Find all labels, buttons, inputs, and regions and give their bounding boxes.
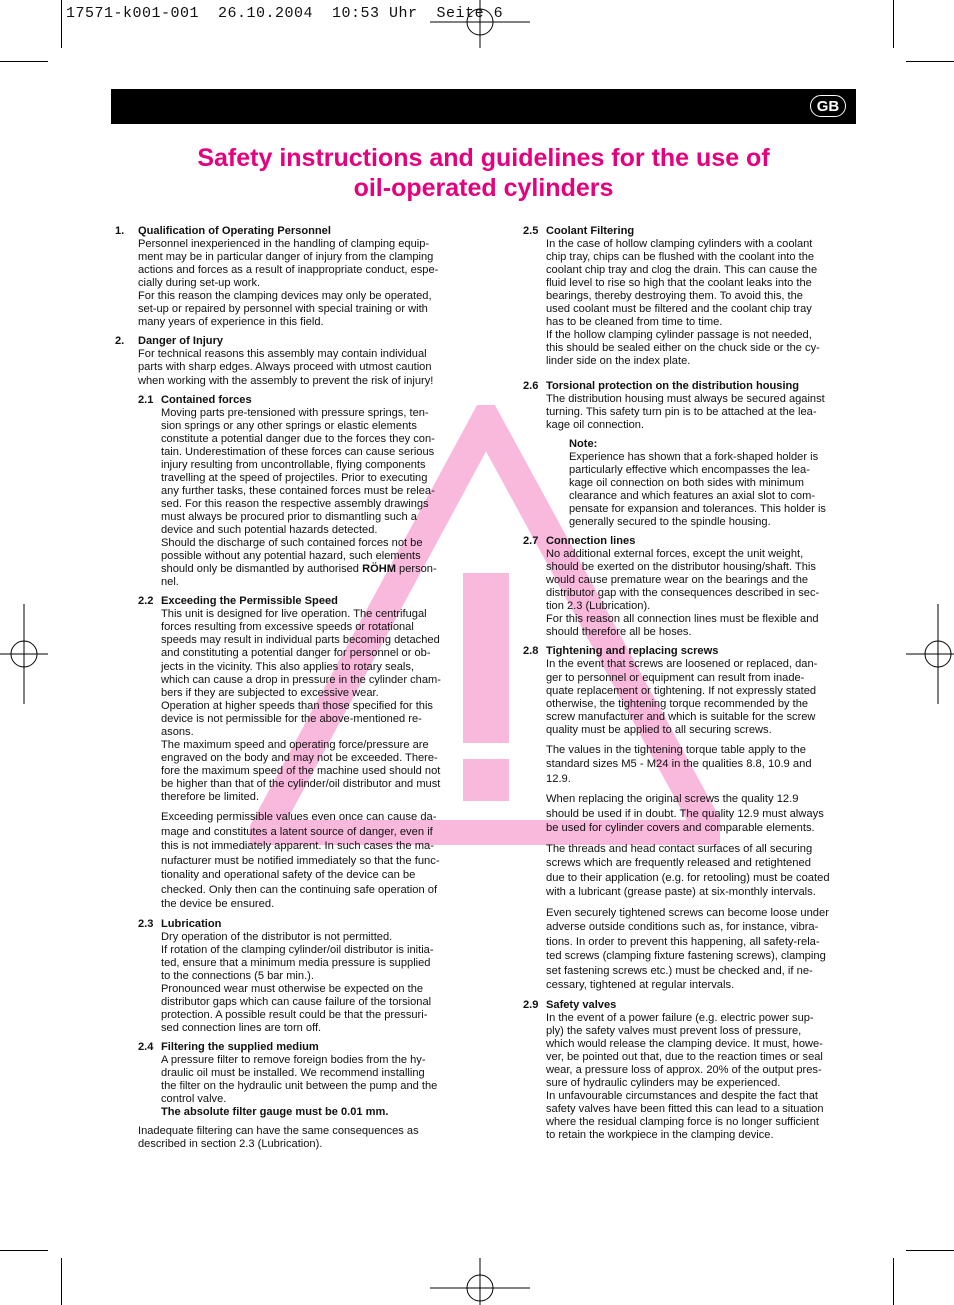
text-line: clearance and which features an axial slot to com-	[569, 489, 816, 502]
text-line: sed. For this reason the respective assembly drawings	[161, 497, 429, 510]
text-line: In the event that screws are loosened or replaced, dan-	[546, 658, 818, 671]
text-line: actions and forces as a result of inappropriate conduct, espe-	[138, 264, 439, 277]
text-line: wear, a pressure loss of approx. 20% of the output pres-	[546, 1063, 822, 1076]
text-line: If the hollow clamping cylinder passage is not needed,	[546, 329, 812, 342]
text-line: sure of hydraulic cylinders may be experienced.	[546, 1077, 781, 1090]
text-line: adverse outside conditions such as, for instance, vibra-	[546, 921, 819, 934]
text-line: speeds may result in individual parts becoming detached	[161, 634, 440, 647]
text-line: used coolant must be filtered and the coolant chip tray	[546, 303, 812, 316]
text-line: parts with sharp edges. Always proceed with utmost caution	[138, 361, 432, 374]
text-line: If rotation of the clamping cylinder/oil distributor is initia-	[161, 943, 434, 956]
text-line: ver, be pointed out that, due to the reaction times or seal	[546, 1050, 823, 1063]
paragraph	[546, 743, 861, 787]
language-badge: GB	[810, 95, 846, 117]
text-line: cessary, tightened at regular intervals.	[546, 979, 735, 992]
text-line: tain. Underestimation of these forces can cause serious	[161, 445, 435, 458]
note-label: Note:	[569, 437, 598, 450]
section-2-1-heading: Contained forces	[161, 393, 252, 406]
text-line: many years of experience in this field.	[138, 316, 324, 329]
text-line: The threads and head contact surfaces of all securing	[546, 842, 813, 855]
text-line: A pressure filter to remove foreign bodies from the hy-	[161, 1053, 426, 1066]
text-line: bers if they are subjected to excessive wear.	[161, 686, 379, 699]
paragraph	[546, 548, 861, 639]
text-line: quality must be applied to all securing screws.	[546, 723, 772, 736]
registration-mark-top	[430, 0, 530, 48]
text-line: be higher than that of the cylinder/oil distributor and must	[161, 777, 441, 790]
section-2-6-heading: Torsional protection on the distribution housing	[546, 379, 800, 392]
text-line: This unit is designed for live operation. The centrifugal	[161, 608, 427, 621]
text-line: ger to personnel or equipment can result from inade-	[546, 671, 805, 684]
text-line: turning. This safety turn pin is to be attached at the lea-	[546, 405, 817, 418]
text-line: The maximum speed and operating force/pressure are	[161, 738, 429, 751]
text-line: kage oil connection on both sides with minimum	[569, 476, 804, 489]
note-box	[546, 438, 861, 529]
text-line: control valve.	[161, 1093, 227, 1106]
text-line: should therefore all be hoses.	[546, 626, 692, 639]
text-line: No additional external forces, except the unit weight,	[546, 548, 804, 561]
text-line: Dry operation of the distributor is not permitted.	[161, 930, 393, 943]
section-2-5: 2.5 Coolant Filtering In the case of hollow clamping cylinders with a coolant chip tray, chips can be flushed with the coolant into the coolant chip tray and clog the drain. This can cause the fluid level to rise so high that the coolant leaks into the bearings, thereby destroying them. To avoid this, the used coolant must be filtered and the coolant chip tray has to be cleaned from time to time. If the hollow clamping cylinder passage is not needed, this should be sealed either on the chuck side or the cy- linder side on the index plate.	[523, 225, 861, 369]
text-line: mage and constitutes a latent source of danger, even if	[161, 825, 433, 838]
registration-mark-bottom	[430, 1258, 530, 1305]
text-line: asons.	[161, 725, 194, 738]
text-line: In the event of a power failure (e.g. electric power sup-	[546, 1011, 814, 1024]
text-line: set fastening screws etc.) must be checked and, if ne-	[546, 964, 813, 977]
text-line: where the residual clamping force is no longer sufficient	[546, 1116, 819, 1129]
section-2-1: 2.1 Contained forces Moving parts pre-tensioned with pressure springs, ten- sion springs or any other springs or elastic elements constitute a potential danger due to the forces they con- tain. Underestimation of these forces can cause serious injury resulting from uncontrollable, flying components travelling at the speed of projectiles. Prior to executing any further tasks, these contained forces must be relea- sed. For this reason the respective assembly drawings must always be procured prior to dismantling such a device and such potential hazards detected. Should the discharge of such contained forces not be possible without any potential hazard, such elements should only be dismantled by authorised RÖHM person- nel.	[138, 394, 475, 590]
text-line: constitute a potential danger due to the forces they con-	[161, 432, 435, 445]
section-2-9-heading: Safety valves	[546, 998, 617, 1011]
text-line: Should the discharge of such contained forces not be	[161, 537, 423, 550]
text-line: which would release the clamping device. It must, howe-	[546, 1037, 823, 1050]
text-line: described in section 2.3 (Lubrication).	[138, 1138, 323, 1151]
section-2-3: 2.3 Lubrication Dry operation of the distributor is not permitted. If rotation of the clamping cylinder/oil distributor is initia- ted, ensure that a minimum media pressure is supplied to the connections (5 bar min.). Pronounced wear must otherwise be expected on the distributor gaps which can cause failure of the torsional protection. A possible result could be that the pressuri- sed connection lines are torn off.	[138, 918, 475, 1035]
text-line: safety valves have been fitted this can lead to a situation	[546, 1103, 824, 1116]
text-line: For technical reasons this assembly may contain individual	[138, 348, 427, 361]
text-line: In the case of hollow clamping cylinders with a coolant	[546, 238, 813, 251]
section-2-4-heading: Filtering the supplied medium	[161, 1040, 319, 1053]
text-line: ted, ensure that a minimum media pressure is supplied	[161, 956, 431, 969]
paragraph	[546, 842, 861, 900]
text-line: any further tasks, these contained forces must be relea-	[161, 484, 435, 497]
text-line: kage oil connection.	[546, 418, 645, 431]
text-line: quate replacement or tightening. If not expressly stated	[546, 684, 817, 697]
section-2-heading: Danger of Injury	[138, 335, 224, 348]
text-line: this is not immediately apparent. In such cases the ma-	[161, 840, 434, 853]
text-line: cially during set-up work.	[138, 277, 261, 290]
text-line: For this reason the clamping devices may only be operated,	[138, 290, 432, 303]
text-line: tion 2.3 (Lubrication).	[546, 600, 651, 613]
text-line: checked. Only then can the continuing safe operation of	[161, 883, 438, 896]
text-line: tionality and operational safety of the device can be	[161, 869, 416, 882]
text-line: with a lubricant (grease paste) at six-monthly intervals.	[546, 886, 816, 899]
text-line: The values in the tightening torque table apply to the	[546, 743, 806, 756]
text-line: when working with the assembly to prevent the risk of injury!	[138, 374, 434, 387]
paragraph	[569, 451, 861, 529]
text-line: ted screws (clamping fixture fastening screws), clamping	[546, 950, 826, 963]
text-line: this should be sealed either on the chuck side or the cy-	[546, 342, 820, 355]
text-line: therefore be limited.	[161, 790, 260, 803]
paragraph	[161, 810, 475, 912]
paragraph	[546, 238, 861, 368]
text-line: sion springs or any other springs or elastic elements	[161, 419, 417, 432]
text-line: Inadequate filtering can have the same consequences as	[138, 1125, 419, 1138]
text-line: 12.9.	[546, 772, 571, 785]
section-2-4: 2.4 Filtering the supplied medium A pressure filter to remove foreign bodies from the hy- draulic oil must be installed. We recommend installing the filter on the hydraulic unit between the pump and the control valve. The absolute filter gauge must be 0.01 mm.	[138, 1041, 475, 1119]
paragraph	[138, 238, 475, 329]
paragraph	[161, 1054, 475, 1106]
text-line: jects in the vicinity. This also applies to rotary seals,	[161, 660, 415, 673]
text-line: For this reason all connection lines must be flexible and	[546, 613, 819, 626]
text-line: ment may be in particular danger of injury from the clamping	[138, 251, 434, 264]
brand-name: RÖHM	[362, 563, 396, 576]
section-2-9: 2.9 Safety valves In the event of a power failure (e.g. electric power sup- ply) the safety valves must prevent loss of pressure, which would release the clamping device. It must, howe- ver, be pointed out that, due to the reaction times or seal wear, a pressure loss of approx. 20% of the output pres- sure of hydraulic cylinders may be experienced. In unfavourable circumstances and despite the fact that safety valves have been fitted this can lead to a situation where the residual clamping force is no longer sufficient to retain the workpiece in the clamping device.	[523, 999, 861, 1143]
paragraph	[546, 906, 861, 993]
text-line: The distribution housing must always be secured against	[546, 392, 825, 405]
text-line: distributor gaps which can cause failure of the torsional	[161, 995, 432, 1008]
paragraph	[138, 348, 475, 387]
section-2: 2. Danger of Injury For technical reasons this assembly may contain individual parts with sharp edges. Always proceed with utmost caution when working with the assembly to prevent the risk of injury! 2.1 Contained forces Moving parts pre-tensioned with pressure springs, ten- sion springs or any other springs or elastic elements constitute a potential danger due to the forces they con- tain. Underestimation of these forces can cause serious injury resulting from uncontrollable, flying components travelling at the speed of projectiles. Prior to executing any further tasks, these contained forces must be relea- sed. For this reason the respective assembly drawings must always be procured prior to dismantling such a device and such potential hazards detected. Should the discharge of such contained forces not be possible without any potential hazard, such elements should only be dismantled by authorised RÖHM person- nel. 2.2 Exceeding the Permissible Speed This unit is designed for live operation. The centrifugal forces resulting from excessive speeds or rotational speeds may result in individual parts becoming detached and constituting a potential danger for personnel or ob- jects in the vicinity. This also applies to rotary seals, which can cause a drop in pressure in the cylinder cham- bers if they are subjected to excessive wear. Operation at higher speeds than those specified for this device is not permissible for the above-mentioned re- asons. The maximum speed and operating force/pressure are engraved on the body and may not be exceeded. There- fore the maximum speed of the machine used should not be higher than that of the cylinder/oil distributor and must therefore be limited. Exceeding permissible values even once can cause da- mage and constitutes a latent source of danger, even if this is not immediately apparent. In such cases the ma- nufacturer must be notified immediately so that the func- tionality and operational safety of the device can be checked. Only then can the continuing safe operation of the device be ensured. 2.3 Lubrication Dry operation of the distributor is not permitted. If rotation of the clamping cylinder/oil distributor is initia- ted, ensure that a minimum media pressure is supplied to the connections (5 bar min.). Pronounced wear must otherwise be expected on the distributor gaps which can cause failure of the torsional protection. A possible result could be that the pressuri- sed connection lines are torn off. 2.4 Filtering the supplied medium A pressure filter to remove foreign bodies from the hy- draulic oil must be installed. We recommend installing the filter on the hydraulic unit between the pump and the control valve. The absolute filter gauge must be 0.01 mm. Inadequate filtering can have the same consequences as described in section 2.3 (Lubrication).	[115, 335, 475, 1151]
text-line: nel.	[161, 576, 179, 589]
filter-gauge-requirement: The absolute filter gauge must be 0.01 mm.	[161, 1106, 389, 1119]
section-2-8: 2.8 Tightening and replacing screws In the event that screws are loosened or replaced, dan- ger to personnel or equipment can result from inade- quate replacement or tightening. If not expressly stated otherwise, the tightening torque recommended by the screw manufacturer and which is suitable for the screw quality must be applied to all securing screws. The values in the tightening torque table apply to the standard sizes M5 - M24 in the qualities 8.8, 10.9 and 12.9. When replacing the original screws the quality 12.9 should be used if in doubt. The quality 12.9 must always be used for cylinder covers and comparable elements. The threads and head contact surfaces of all securing screws which are frequently released and retightened due to their application (e.g. for retooling) must be coated with a lubricant (grease paste) at six-monthly intervals. Even securely tightened screws can become loose under adverse outside conditions such as, for instance, vibra- tions. In order to prevent this happening, all safety-rela- ted screws (clamping fixture fastening screws), clamping set fastening screws etc.) must be checked and, if ne- cessary, tightened at regular intervals.	[523, 645, 861, 992]
text-line: When replacing the original screws the quality 12.9	[546, 793, 799, 806]
text-line: due to their application (e.g. for retooling) must be coated	[546, 871, 830, 884]
text-line: screw manufacturer and which is suitable for the screw	[546, 710, 816, 723]
text-line: would cause premature wear on the bearings and the	[546, 574, 809, 587]
registration-mark-left	[0, 604, 48, 704]
page-title	[111, 143, 856, 203]
text-line: should be exerted on the distributor housing/shaft. This	[546, 561, 816, 574]
text-line: ply) the safety valves must prevent loss of pressure,	[546, 1024, 802, 1037]
section-2-6: 2.6 Torsional protection on the distribution housing The distribution housing must always be secured against turning. This safety turn pin is to be attached at the lea- kage oil connection. Note: Experience has shown that a fork-shaped holder is particularly effective which encompasses the lea- kage oil connection on both sides with minimum clearance and which features an axial slot to com- pensate for expansion and tolerances. This holder is generally secured to the spindle housing.	[523, 380, 861, 530]
section-1: 1. Qualification of Operating Personnel Personnel inexperienced in the handling of clamping equip- ment may be in particular danger of injury from the clamping actions and forces as a result of inappropriate conduct, espe- cially during set-up work. For this reason the clamping devices may only be operated, set-up or repaired by personnel with special training or with many years of experience in this field.	[115, 225, 475, 329]
text-line: generally secured to the spindle housing.	[569, 515, 771, 528]
section-2-5-heading: Coolant Filtering	[546, 225, 635, 237]
section-2-2: 2.2 Exceeding the Permissible Speed This unit is designed for live operation. The centrifugal forces resulting from excessive speeds or rotational speeds may result in individual parts becoming detached and constituting a potential danger for personnel or ob- jects in the vicinity. This also applies to rotary seals, which can cause a drop in pressure in the cylinder cham- bers if they are subjected to excessive wear. Operation at higher speeds than those specified for this device is not permissible for the above-mentioned re- asons. The maximum speed and operating force/pressure are engraved on the body and may not be exceeded. There- fore the maximum speed of the machine used should not be higher than that of the cylinder/oil distributor and must therefore be limited. Exceeding permissible values even once can cause da- mage and constitutes a latent source of danger, even if this is not immediately apparent. In such cases the ma- nufacturer must be notified immediately so that the func- tionality and operational safety of the device can be checked. Only then can the continuing safe operation of the device be ensured.	[138, 595, 475, 911]
text-line: distributor gap with the consequences described in sec-	[546, 587, 820, 600]
text-line: Even securely tightened screws can become loose under	[546, 906, 829, 919]
text-line: should only be dismantled by authorised RÖHM person-	[161, 563, 437, 576]
paragraph	[546, 1012, 861, 1142]
text-line: set-up or repaired by personnel with special training or with	[138, 303, 428, 316]
text-line: In unfavourable circumstances and despite the fact that	[546, 1090, 818, 1103]
text-line: forces resulting from excessive speeds or rotational	[161, 621, 414, 634]
text-line: screws which are frequently released and retightened	[546, 857, 811, 870]
text-line: sed connection lines are torn off.	[161, 1021, 322, 1034]
text-line: protection. A possible result could be that the pressuri-	[161, 1008, 428, 1021]
text-line: Exceeding permissible values even once can cause da-	[161, 811, 437, 824]
text-line: device is not permissible for the above-mentioned re-	[161, 712, 422, 725]
text-line: must always be procured prior to dismantling such a	[161, 510, 417, 523]
text-line: Moving parts pre-tensioned with pressure springs, ten-	[161, 406, 429, 419]
section-2-8-heading: Tightening and replacing screws	[546, 645, 719, 658]
title-line-1: Safety instructions and guidelines for the use of	[197, 144, 770, 172]
paragraph	[546, 658, 861, 736]
section-1-heading: Qualification of Operating Personnel	[138, 225, 331, 237]
section-2-3-heading: Lubrication	[161, 917, 222, 930]
text-line: Personnel inexperienced in the handling of clamping equip-	[138, 238, 430, 251]
paragraph	[546, 393, 861, 432]
section-2-7: 2.7 Connection lines No additional external forces, except the unit weight, should be exerted on the distributor housing/shaft. This would cause premature wear on the bearings and the distributor gap with the consequences described in sec- tion 2.3 (Lubrication). For this reason all connection lines must be flexible and should therefore all be hoses.	[523, 535, 861, 639]
section-2-7-heading: Connection lines	[546, 535, 636, 548]
header-banner	[111, 89, 856, 124]
text-line: particularly effective which encompasses the lea-	[569, 463, 810, 476]
text-line: which can cause a drop in pressure in the cylinder cham-	[161, 673, 441, 686]
text-line: and constituting a potential danger for personnel or ob-	[161, 647, 431, 660]
text-line: nufacturer must be notified immediately so that the func-	[161, 854, 440, 867]
text-line: linder side on the index plate.	[546, 355, 691, 368]
text-line: engraved on the body and may not be exceeded. There-	[161, 751, 438, 764]
text-line: be used for cylinder covers and comparable elements.	[546, 822, 815, 835]
paragraph	[161, 407, 475, 564]
text-line: to retain the workpiece in the clamping device.	[546, 1129, 774, 1142]
text-line: Experience has shown that a fork-shaped holder is	[569, 450, 819, 463]
text-line: bearings, thereby destroying them. To avoid this, the	[546, 290, 803, 303]
text-line: otherwise, the tightening torque recommended by the	[546, 697, 809, 710]
text-line: Pronounced wear must otherwise be expected on the	[161, 982, 424, 995]
text-line: tions. In order to prevent this happening, all safety-rela-	[546, 935, 820, 948]
text-line: pensate for expansion and tolerances. This holder is	[569, 502, 826, 515]
section-2-2-heading: Exceeding the Permissible Speed	[161, 595, 338, 608]
printer-mark: 17571-k001-001 26.10.2004 10:53 Uhr Seite 6	[66, 5, 504, 22]
title-line-2: oil-operated cylinders	[353, 174, 614, 202]
text-line: to the connections (5 bar min.).	[161, 969, 314, 982]
text-line: draulic oil must be installed. We recommend installing	[161, 1067, 425, 1080]
text-line: Operation at higher speeds than those specified for this	[161, 699, 433, 712]
text-line: travelling at the speed of projectiles. Prior to executing	[161, 471, 428, 484]
right-column	[523, 225, 861, 1153]
registration-mark-right	[906, 604, 954, 704]
text-line: coolant chip tray and clog the drain. This can cause the	[546, 264, 818, 277]
text-line: the filter on the hydraulic unit between the pump and the	[161, 1080, 438, 1093]
text-line: has to be cleaned from time to time.	[546, 316, 723, 329]
paragraph	[161, 931, 475, 1035]
text-line: chip tray, chips can be flushed with the coolant into the	[546, 251, 815, 264]
paragraph	[138, 1125, 475, 1151]
text-line: device and such potential hazards detected.	[161, 524, 378, 537]
text-line: should be used if in doubt. The quality 12.9 must always	[546, 807, 824, 820]
text-line: standard sizes M5 - M24 in the qualities 8.8, 10.9 and	[546, 758, 812, 771]
text-line: fore the maximum speed of the machine used should not	[161, 764, 441, 777]
text-line: fluid level to rise so high that the coolant leaks into the	[546, 277, 812, 290]
paragraph	[161, 608, 475, 804]
text-line: the device be ensured.	[161, 898, 275, 911]
text-line: possible without any potential hazard, such elements	[161, 550, 421, 563]
text-line: injury resulting from uncontrollable, flying components	[161, 458, 426, 471]
left-column	[115, 225, 475, 1157]
paragraph	[546, 792, 861, 836]
